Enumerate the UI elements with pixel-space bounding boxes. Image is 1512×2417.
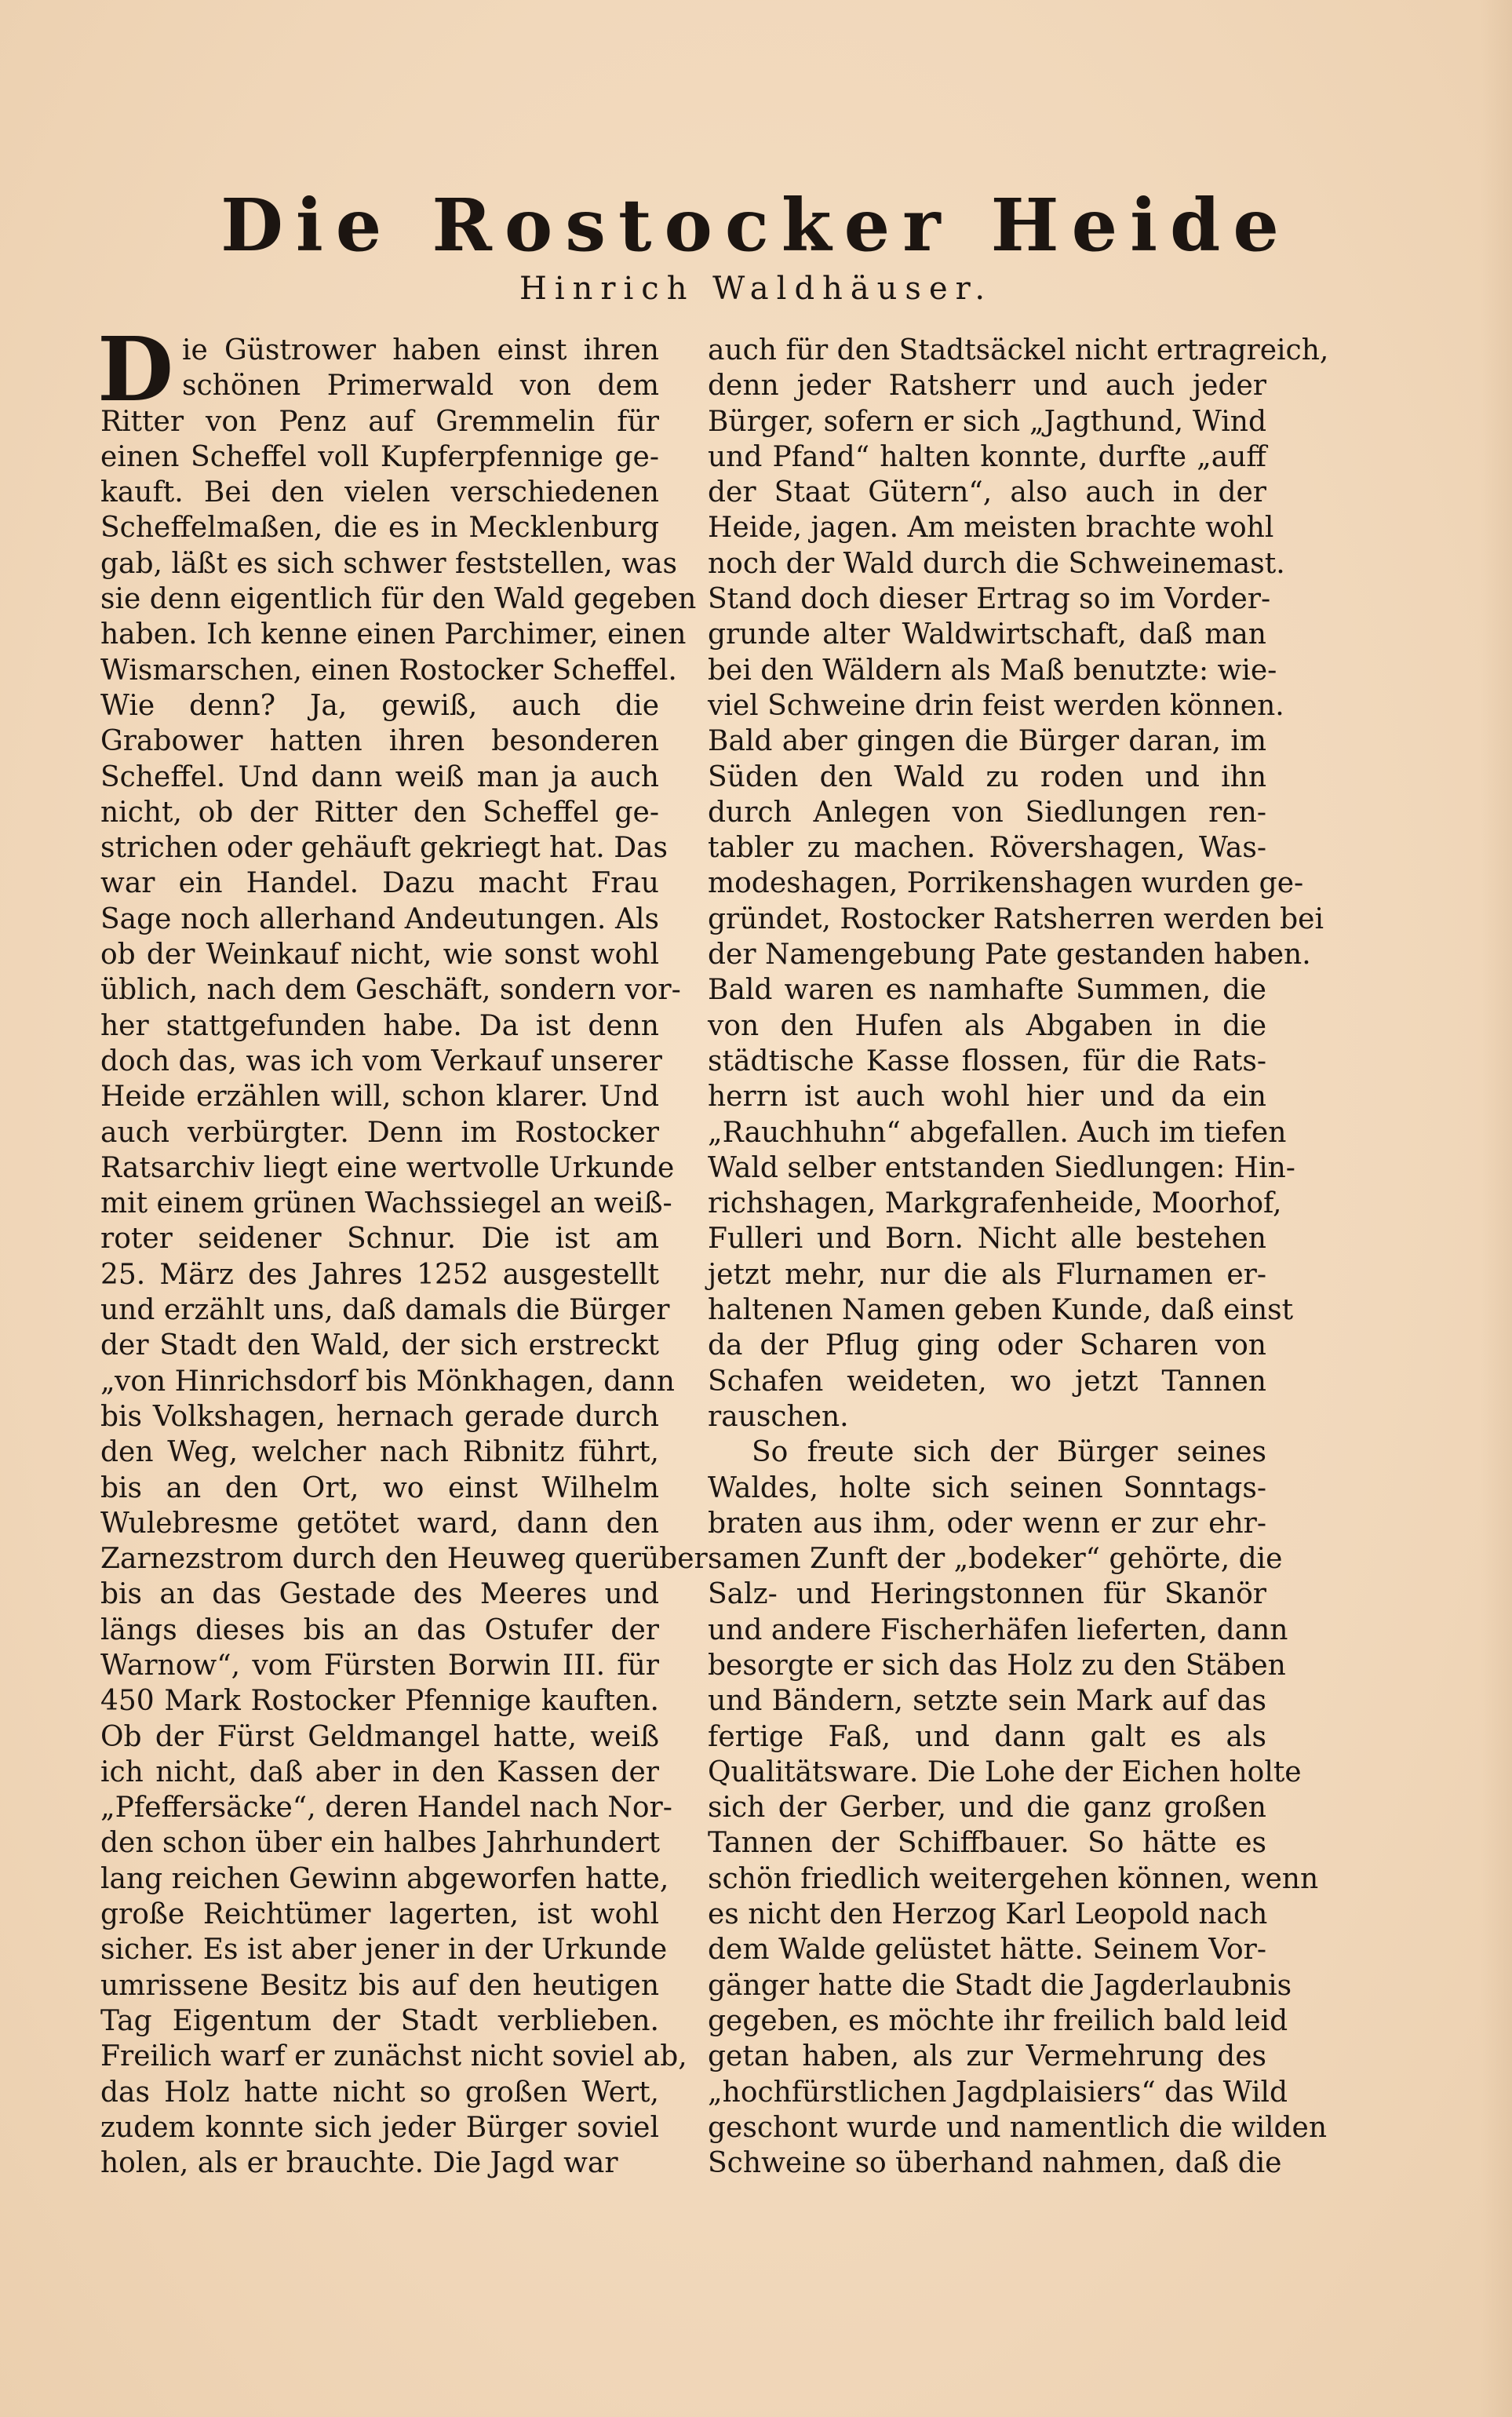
text-column-left bbox=[100, 333, 708, 2181]
text-line: gab, läßt es sich schwer feststellen, was bbox=[100, 547, 677, 580]
text-line: braten aus ihm, oder wenn er zur ehr- bbox=[708, 1507, 1266, 1540]
text-line: dem Walde gelüstet hätte. Seinem Vor- bbox=[708, 1934, 1266, 1967]
text-line: und andere Fischerhäfen lieferten, dann bbox=[708, 1613, 1288, 1646]
text-line: Wie denn? Ja, gewiß, auch die bbox=[100, 689, 659, 722]
text-line: Bald waren es namhafte Summen, die bbox=[708, 974, 1266, 1007]
text-line: Ob der Fürst Geldmangel hatte, weiß bbox=[100, 1720, 659, 1753]
text-line: sicher. Es ist aber jener in der Urkunde bbox=[100, 1934, 668, 1967]
text-line: große Reichtümer lagerten, ist wohl bbox=[100, 1898, 659, 1931]
text-line: modeshagen, Porrikenshagen wurden ge- bbox=[708, 867, 1304, 900]
text-line: das Holz hatte nicht so großen Wert, bbox=[100, 2076, 659, 2109]
text-line: gegeben, es möchte ihr freilich bald leid bbox=[708, 2004, 1288, 2037]
text-line: Schafen weideten, wo jetzt Tannen bbox=[708, 1365, 1266, 1398]
text-line: besorgte er sich das Holz zu den Stäben bbox=[708, 1649, 1286, 1682]
text-line: richshagen, Markgrafenheide, Moorhof, bbox=[708, 1187, 1282, 1220]
text-line: Stand doch dieser Ertrag so im Vorder- bbox=[708, 583, 1271, 616]
text-line: auch für den Stadtsäckel nicht ertragreich, bbox=[708, 334, 1329, 366]
text-line: haltenen Namen geben Kunde, daß einst bbox=[708, 1294, 1294, 1327]
text-line: So freute sich der Bürger seines bbox=[752, 1436, 1266, 1469]
text-line: „von Hinrichsdorf bis Mönkhagen, dann bbox=[100, 1365, 675, 1398]
text-line: zudem konnte sich jeder Bürger soviel bbox=[100, 2111, 659, 2144]
text-line: sie denn eigentlich für den Wald gegeben bbox=[100, 583, 697, 616]
text-line: Scheffel. Und dann weiß man ja auch bbox=[100, 760, 659, 793]
text-line: Ratsarchiv liegt eine wertvolle Urkunde bbox=[100, 1151, 675, 1184]
text-line: sich der Gerber, und die ganz großen bbox=[708, 1792, 1266, 1825]
text-line: fertige Faß, und dann galt es als bbox=[708, 1720, 1266, 1753]
text-line: mit einem grünen Wachssiegel an weiß- bbox=[100, 1187, 672, 1220]
text-line: Zarnezstrom durch den Heuweg querüber bbox=[100, 1543, 708, 1576]
text-line: Wulebresme getötet ward, dann den bbox=[100, 1507, 659, 1540]
text-line: da der Pflug ging oder Scharen von bbox=[708, 1329, 1266, 1362]
text-line: Tannen der Schiffbauer. So hätte es bbox=[708, 1827, 1266, 1860]
drop-cap: D bbox=[97, 319, 174, 421]
text-line: grunde alter Waldwirtschaft, daß man bbox=[708, 618, 1266, 651]
text-line: der Staat Gütern“, also auch in der bbox=[708, 476, 1266, 509]
text-line: gänger hatte die Stadt die Jagderlaubnis bbox=[708, 1969, 1292, 2002]
text-line: „Pfeffersäcke“, deren Handel nach Nor- bbox=[100, 1792, 672, 1825]
text-line: herrn ist auch wohl hier und da ein bbox=[708, 1081, 1266, 1114]
text-line: Salz- und Heringstonnen für Skanör bbox=[708, 1578, 1266, 1611]
text-line: Freilich warf er zunächst nicht soviel ab, bbox=[100, 2040, 687, 2073]
text-line: Ritter von Penz auf Gremmelin für bbox=[100, 405, 659, 438]
text-line: der Namengebung Pate gestanden haben. bbox=[708, 939, 1311, 972]
text-line: ich nicht, daß aber in den Kassen der bbox=[100, 1755, 659, 1788]
text-line: viel Schweine drin feist werden können. bbox=[708, 689, 1284, 722]
text-line: durch Anlegen von Siedlungen ren- bbox=[708, 796, 1266, 829]
text-line: haben. Ich kenne einen Parchimer, einen bbox=[100, 618, 687, 651]
text-line: noch der Wald durch die Schweinemast. bbox=[708, 547, 1285, 580]
text-line: den schon über ein halbes Jahrhundert bbox=[100, 1827, 661, 1860]
text-line: strichen oder gehäuft gekriegt hat. Das bbox=[100, 832, 668, 865]
text-line: kauft. Bei den vielen verschiedenen bbox=[100, 476, 659, 509]
text-line: Wald selber entstanden Siedlungen: Hin- bbox=[708, 1151, 1295, 1184]
text-line: ob der Weinkauf nicht, wie sonst wohl bbox=[100, 939, 659, 972]
text-line: bei den Wäldern als Maß benutzte: wie- bbox=[708, 654, 1277, 687]
text-line: „Rauchhuhn“ abgefallen. Auch im tiefen bbox=[708, 1116, 1287, 1149]
text-line: Waldes, holte sich seinen Sonntags- bbox=[708, 1471, 1266, 1504]
text-line: lang reichen Gewinn abgeworfen hatte, bbox=[100, 1862, 669, 1895]
text-line: und Bändern, setzte sein Mark auf das bbox=[708, 1685, 1266, 1718]
article-title: Die Rostocker Heide bbox=[220, 183, 1292, 268]
text-line: Grabower hatten ihren besonderen bbox=[100, 725, 659, 758]
text-line: Sage noch allerhand Andeutungen. Als bbox=[100, 902, 659, 935]
page-edge-shadow bbox=[1481, 0, 1512, 2417]
text-line: üblich, nach dem Geschäft, sondern vor- bbox=[100, 974, 681, 1007]
text-line: jetzt mehr, nur die als Flurnamen er- bbox=[708, 1258, 1266, 1291]
text-line: Heide erzählen will, schon klarer. Und bbox=[100, 1081, 659, 1114]
text-line: städtische Kasse flossen, für die Rats- bbox=[708, 1044, 1266, 1077]
text-line: es nicht den Herzog Karl Leopold nach bbox=[708, 1898, 1268, 1931]
text-line: Wismarschen, einen Rostocker Scheffel. bbox=[100, 654, 677, 687]
text-line: ie Güstrower haben einst ihren bbox=[182, 334, 659, 366]
text-line: Süden den Wald zu roden und ihn bbox=[708, 760, 1266, 793]
text-line: Tag Eigentum der Stadt verblieben. bbox=[100, 2004, 659, 2037]
text-line: Fulleri und Born. Nicht alle bestehen bbox=[708, 1223, 1266, 1256]
text-column-right bbox=[708, 333, 1329, 2181]
text-line: den Weg, welcher nach Ribnitz führt, bbox=[100, 1436, 659, 1469]
text-line: Warnow“, vom Fürsten Borwin III. für bbox=[100, 1649, 659, 1682]
text-line: bis an den Ort, wo einst Wilhelm bbox=[100, 1471, 659, 1504]
text-line: schönen Primerwald von dem bbox=[182, 370, 659, 403]
text-line: rauschen. bbox=[708, 1400, 849, 1433]
text-line: von den Hufen als Abgaben in die bbox=[708, 1009, 1266, 1042]
text-line: einen Scheffel voll Kupferpfennige ge- bbox=[100, 440, 659, 473]
text-line: Qualitätsware. Die Lohe der Eichen holte bbox=[708, 1755, 1302, 1788]
text-line: samen Zunft der „bodeker“ gehörte, die bbox=[708, 1543, 1283, 1576]
text-line: roter seidener Schnur. Die ist am bbox=[100, 1223, 659, 1256]
text-line: schön friedlich weitergehen können, wenn bbox=[708, 1862, 1319, 1895]
text-line: holen, als er brauchte. Die Jagd war bbox=[100, 2147, 618, 2180]
text-line: her stattgefunden habe. Da ist denn bbox=[100, 1009, 659, 1042]
text-line: war ein Handel. Dazu macht Frau bbox=[100, 867, 659, 900]
text-line: tabler zu machen. Rövershagen, Was- bbox=[708, 832, 1266, 865]
text-line: geschont wurde und namentlich die wilden bbox=[708, 2111, 1328, 2144]
text-line: 25. März des Jahres 1252 ausgestellt bbox=[100, 1258, 659, 1291]
text-line: doch das, was ich vom Verkauf unserer bbox=[100, 1044, 662, 1077]
text-line: der Stadt den Wald, der sich erstreckt bbox=[100, 1329, 659, 1362]
text-line: nicht, ob der Ritter den Scheffel ge- bbox=[100, 796, 659, 829]
text-line: auch verbürgter. Denn im Rostocker bbox=[100, 1116, 659, 1149]
text-line: 450 Mark Rostocker Pfennige kauften. bbox=[100, 1685, 659, 1718]
text-line: Schweine so überhand nahmen, daß die bbox=[708, 2147, 1282, 2180]
text-line: denn jeder Ratsherr und auch jeder bbox=[708, 370, 1266, 403]
text-line: getan haben, als zur Vermehrung des bbox=[708, 2040, 1266, 2073]
text-line: längs dieses bis an das Ostufer der bbox=[100, 1613, 659, 1646]
text-line: „hochfürstlichen Jagdplaisiers“ das Wild bbox=[708, 2076, 1288, 2109]
article-author: Hinrich Waldhäuser. bbox=[519, 271, 993, 307]
text-line: bis Volkshagen, hernach gerade durch bbox=[100, 1400, 659, 1433]
text-line: Bürger, sofern er sich „Jagthund, Wind bbox=[708, 405, 1266, 438]
text-line: und erzählt uns, daß damals die Bürger bbox=[100, 1294, 670, 1327]
text-line: Scheffelmaßen, die es in Mecklenburg bbox=[100, 512, 659, 545]
text-line: Bald aber gingen die Bürger daran, im bbox=[708, 725, 1266, 758]
text-line: Heide, jagen. Am meisten brachte wohl bbox=[708, 512, 1274, 545]
text-line: umrissene Besitz bis auf den heutigen bbox=[100, 1969, 659, 2002]
text-line: bis an das Gestade des Meeres und bbox=[100, 1578, 659, 1611]
text-line: gründet, Rostocker Ratsherren werden bei bbox=[708, 902, 1324, 935]
text-line: und Pfand“ halten konnte, durfte „auff bbox=[708, 440, 1266, 473]
